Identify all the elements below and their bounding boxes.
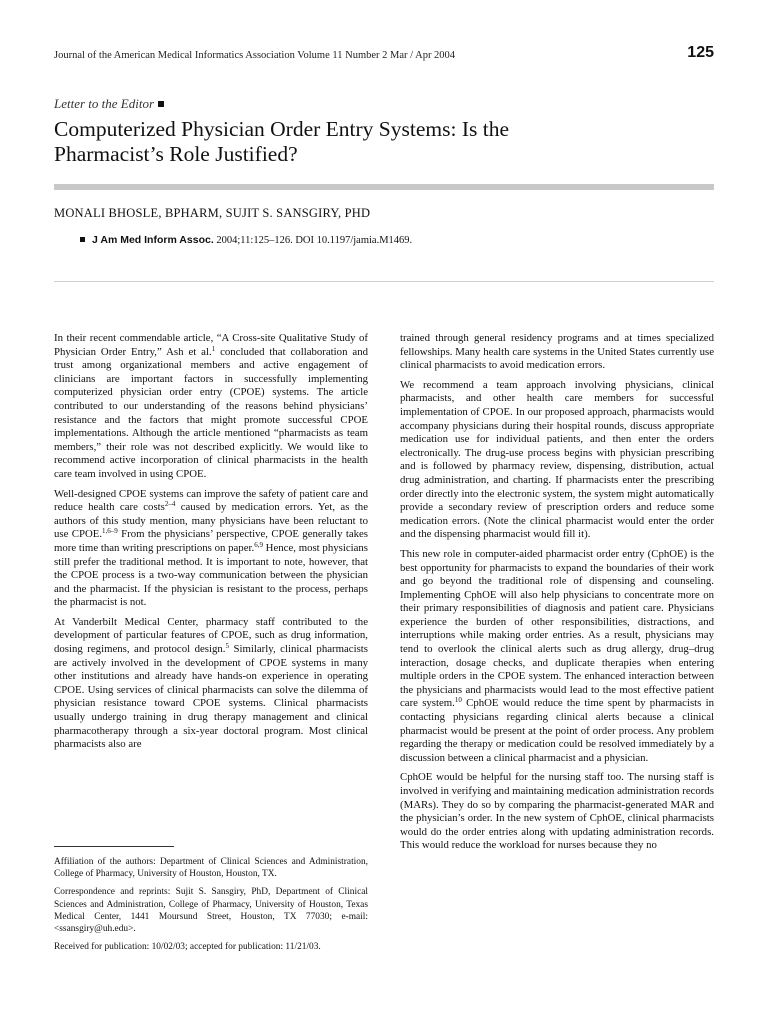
reference-superscript: 1,6–9	[102, 527, 118, 536]
authors: MONALI BHOSLE, BPHARM, SUJIT S. SANSGIRY, PHD	[54, 206, 371, 220]
page-number: 125	[687, 44, 714, 61]
reference-superscript: 1	[211, 344, 216, 353]
reference-superscript: 6,9	[254, 540, 263, 549]
text-run: CphOE would reduce the time spent by pharmacists in contacting physicians regarding clinical alerts because a clinical pharmacist would be present at the point of order process. Any problem regarding the therapy or medication could be resolved immediately by a discussion between a clinical pharmacist and a physician.	[400, 697, 714, 764]
text-run: Well-designed CPOE systems can improve the safety of patient care and reduce health care costs	[54, 487, 368, 514]
affiliation-note: Affiliation of the authors: Department of Clinical Sciences and Administration, College of Pharmacy, University of Houston, Houston, TX.	[54, 857, 368, 880]
reference-superscript: 2–4	[164, 500, 176, 509]
paragraph: trained through general residency programs and at times specialized fellowships. Many health care systems in the United States currently use clinical pharmacists to avoid medication errors.	[400, 332, 714, 372]
paragraph	[54, 332, 368, 482]
reference-superscript: 5	[225, 642, 229, 651]
section-marker-icon	[158, 101, 164, 107]
paragraph: CphOE would be helpful for the nursing staff too. The nursing staff is involved in verifying and maintaining medication administration records (MARs). They do so by comparing the pharmacist-generated MAR and the physician’s order. In the new system of CphOE, clinical pharmacists would do the order entries along with updating administration records. This would reduce the workload for nurses because they no	[400, 771, 714, 852]
article-title-line-2: Pharmacist’s Role Justified?	[54, 142, 298, 166]
footnotes	[54, 856, 368, 959]
running-head: Journal of the American Medical Informatics Association Volume 11 Number 2 Mar / Apr 2004	[54, 50, 456, 61]
text-run: This new role in computer-aided pharmacist order entry (CphOE) is the best opportunity for pharmacists to expand the boundaries of their work and go beyond the traditional role of dispensing and counseling. Implementing CphOE will also help physicians to concentrate more on their primary responsibilities of diagnosis and patient care. Physicians experience the burden of other responsibilities, distractions, and interruptions while making order entries. As a result, physicians may tend to overlook the clinical alerts such as drug allergy, drug–drug interaction, dosage checks, and duplicate therapies when entering multiple orders in the CPOE system. The enhanced interaction between the physicians and pharmacists would lead to the most effective patient care system.	[400, 547, 714, 710]
header-divider	[54, 281, 714, 282]
received-note: Received for publication: 10/02/03; accepted for publication: 11/21/03.	[54, 942, 321, 953]
section-label-text: Letter to the Editor	[54, 96, 155, 111]
text-run: From the physicians’ perspective, CPOE generally takes more time than writing prescriptions on paper.	[54, 528, 369, 554]
paragraph: We recommend a team approach involving physicians, clinical pharmacists, and other health care members for successful implementation of CPOE. In our proposed approach, pharmacists would accompany physicians during their hospital rounds, discuss appropriate medication use for individual patients, and then enter the orders electronically. The drug-use process begins with physician prescribing and is followed by pharmacy review, dispensing, distribution, actual drug administration, and charting. If pharmacists enter the prescribing order directly into the electronic system, the system might automatically provide a secondary review of prescription orders and reduce some medication errors. (Note the clinical pharmacist would enter the order and the dispensing pharmacist would fill it).	[400, 378, 714, 541]
paragraph	[54, 488, 368, 610]
text-run: concluded that collaboration and trust among organizational members and active engagement of clinicians are important factors in successfully implementing computerized physician order entry (CPOE) systems. The article contributed to our understanding of the reasons behind physicians’ resistance and the factors that might promote successful CPOE implementations. Although the article mentioned “pharmacists as team members,” their role was not described explicitly. We would like to recommend active incorporation of clinical pharmacists in the health care team involved in using CPOE.	[54, 345, 368, 480]
section-label	[54, 96, 164, 112]
text-run: In their recent commendable article, “A Cross-site Qualitative Study of Physician Order Entry,” Ash et al.	[54, 332, 368, 358]
paragraph	[400, 548, 714, 766]
right-column	[400, 332, 714, 859]
footnote-rule	[54, 846, 174, 847]
reference-superscript: 10	[454, 696, 462, 705]
citation-details: 2004;11:125–126. DOI 10.1197/jamia.M1469.	[213, 235, 413, 246]
citation-journal: J Am Med Inform Assoc.	[92, 234, 214, 246]
text-run: At Vanderbilt Medical Center, pharmacy staff contributed to the development of particular features of CPOE, such as drug information, dosing regimens, and protocol design.	[54, 615, 368, 656]
text-run: Hence, most physicians still prefer the traditional method. It is important to note, however, that the CPOE process is a two-way communication between the physician and the pharmacist. If the physician is resistant to the process, perhaps the pharmacist is not.	[54, 541, 369, 609]
paragraph	[54, 616, 368, 752]
article-title-line-1: Computerized Physician Order Entry Systems: Is the	[54, 117, 510, 141]
title-rule	[54, 184, 714, 190]
article-title	[54, 117, 674, 167]
text-run: Similarly, clinical pharmacists are actively involved in the development of CPOE systems in many other institutions and already have hands-on experience in operating CPOE. Using services of clinical pharmacists can solve the dilemma of physician resistance toward CPOE systems. Clinical pharmacists usually undergo training in drug therapy management and clinical pharmacotherapy through a six-year doctoral program. Most clinical pharmacists also are	[54, 643, 368, 751]
text-run: caused by medication errors. Yet, as the authors of this study mention, many physicians have been reluctant to use CPOE.	[54, 501, 368, 541]
left-column	[54, 332, 368, 758]
citation	[80, 234, 412, 246]
citation-marker-icon	[80, 237, 85, 242]
correspondence-note: Correspondence and reprints: Sujit S. Sansgiry, PhD, Department of Clinical Sciences and Administration, College of Pharmacy, University of Houston, Texas Medical Center, 1441 Moursund Street, Houston, TX 77030; e-mail: <ssansgiry@uh.edu>.	[54, 887, 368, 935]
